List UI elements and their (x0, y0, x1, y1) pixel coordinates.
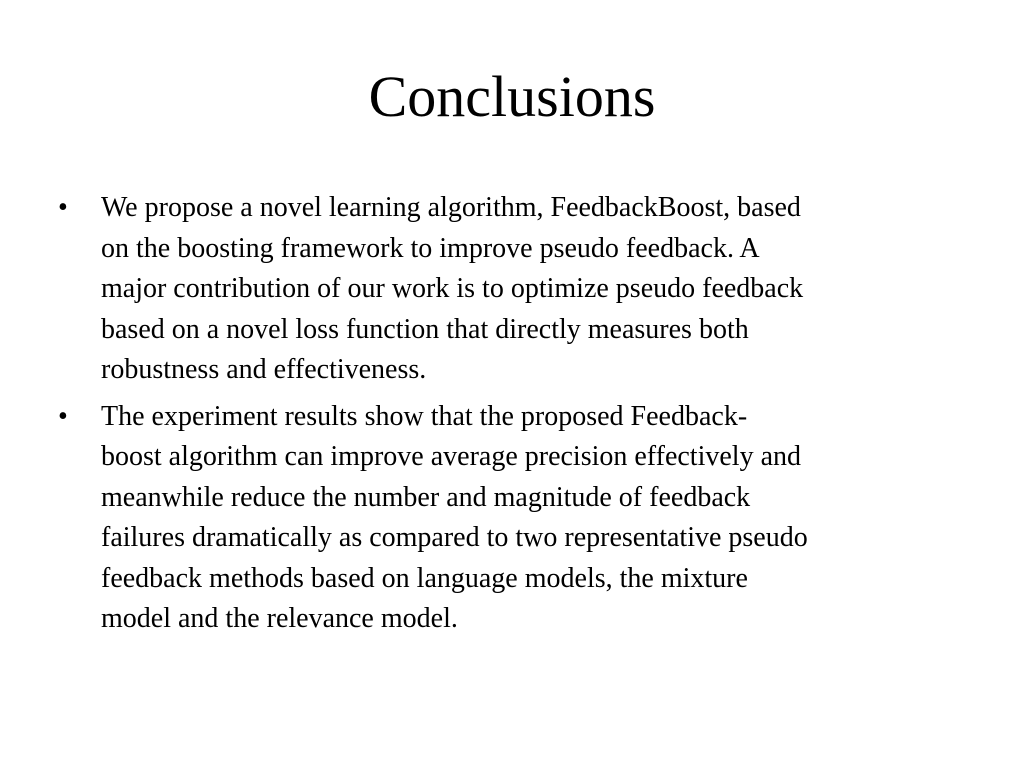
bullet-item (58, 188, 970, 391)
text-line: based on a novel loss function that directly measures both (101, 313, 749, 345)
text-line: robustness and effectiveness. (101, 354, 427, 385)
bullet-item (58, 397, 970, 640)
text-line: meanwhile reduce the number and magnitude of feedback (101, 481, 751, 513)
bullet-text (101, 397, 970, 640)
text-line: major contribution of our work is to optimize pseudo feedback (101, 273, 804, 304)
bullet-text (101, 188, 970, 391)
text-line: model and the relevance model. (101, 603, 458, 634)
text-line: feedback methods based on language models, the mixture (101, 562, 748, 594)
bullet-list (58, 188, 970, 646)
text-line: boost algorithm can improve average precision effectively and (101, 441, 801, 472)
bullet-icon: • (58, 192, 68, 223)
text-line: on the boosting framework to improve pseudo feedback. A (101, 232, 760, 264)
slide-title: Conclusions (368, 64, 656, 129)
bullet-icon: • (58, 400, 68, 432)
text-line: failures dramatically as compared to two representative pseudo (101, 522, 808, 553)
text-line: The experiment results show that the proposed Feedback- (101, 400, 748, 432)
text-line: We propose a novel learning algorithm, FeedbackBoost, based (101, 192, 801, 223)
